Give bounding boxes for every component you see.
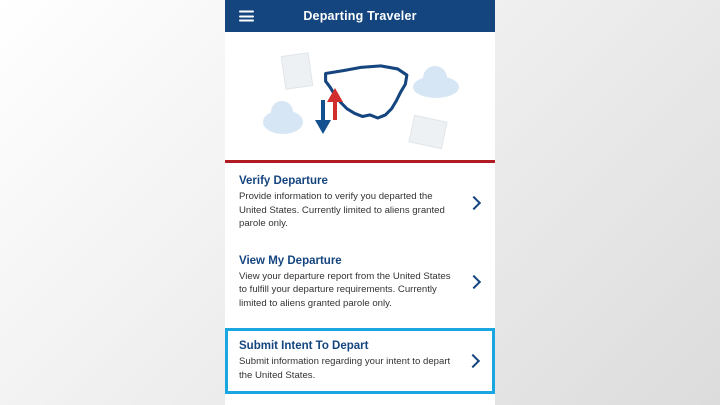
cloud-icon [413, 76, 459, 98]
list-item-submit-intent-to-depart[interactable] [225, 328, 495, 394]
list-item-title: Submit Intent To Depart [239, 340, 369, 352]
list-item-title: View My Departure [239, 254, 342, 267]
list-item-verify-departure[interactable] [225, 163, 495, 243]
page-title: Departing Traveler [303, 9, 417, 23]
chevron-right-icon [467, 275, 481, 289]
list-item-view-my-departure[interactable] [225, 243, 495, 323]
menu-list [225, 163, 495, 394]
list-item-title: Verify Departure [239, 175, 328, 187]
hamburger-menu-icon[interactable] [239, 11, 254, 22]
mobile-app-panel [225, 0, 495, 405]
list-item-description: Provide information to verify you departed the United States. Currently limited to aliens granted parole only. [239, 191, 445, 229]
hero-illustration [225, 32, 495, 160]
list-item-description: View your departure report from the United States to fulfill your departure requirements. Currently limited to aliens granted parole only. [239, 270, 451, 309]
chevron-right-icon [466, 354, 480, 368]
cloud-icon [263, 110, 303, 134]
list-item-description: Submit information regarding your intent to depart the United States. [239, 356, 451, 381]
hamburger-bar [239, 11, 254, 13]
document-icon [281, 52, 313, 90]
hamburger-bar [239, 15, 254, 17]
chevron-right-icon [467, 196, 481, 210]
departure-arrows [311, 86, 351, 136]
document-icon [408, 115, 447, 149]
red-up-arrow-icon [327, 88, 343, 120]
hamburger-bar [239, 20, 254, 22]
blue-down-arrow-icon [315, 100, 331, 134]
app-header [225, 0, 495, 32]
